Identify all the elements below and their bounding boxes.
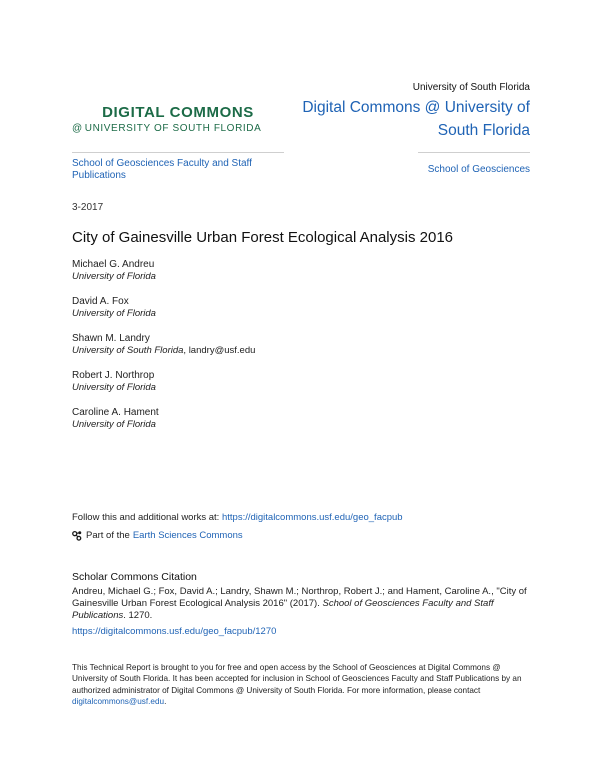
document-title: City of Gainesville Urban Forest Ecological Analysis 2016: [72, 229, 454, 246]
author-name: David A. Fox: [72, 296, 129, 307]
follow-text: Follow this and additional works at:: [72, 512, 222, 523]
author-name: Robert J. Northrop: [72, 370, 155, 381]
author-entry: [72, 406, 532, 443]
citation-series: School of Geosciences Faculty and Staff Publications: [72, 598, 494, 621]
network-icon: [72, 530, 83, 541]
author-affiliation: University of Florida: [72, 419, 156, 430]
divider-left: [72, 152, 284, 153]
citation-text: Andreu, Michael G.; Fox, David A.; Landry, Shawn M.; Northrop, Robert J.; and Hament, Caroline A., "City of Gainesville Urban Forest Ecological Analysis 2016" (2017). School of Geosciences Faculty and Staff Publications. 1270.: [72, 586, 527, 621]
author-entry: [72, 258, 532, 295]
author-affiliation: University of Florida: [72, 308, 156, 319]
university-name: University of South Florida: [412, 82, 530, 93]
divider-right: [418, 152, 530, 153]
author-list: [72, 258, 532, 443]
repository-title-link[interactable]: Digital Commons @ University of South Florida: [302, 99, 530, 139]
collection-link-school[interactable]: School of Geosciences: [427, 164, 530, 175]
follow-line: [72, 512, 403, 523]
publication-date: 3-2017: [72, 202, 104, 213]
citation-url-link[interactable]: https://digitalcommons.usf.edu/geo_facpub/1270: [72, 626, 277, 637]
collection-link-faculty-publications[interactable]: School of Geosciences Faculty and Staff Publications: [72, 158, 252, 181]
citation-heading: Scholar Commons Citation: [72, 571, 197, 583]
logo-at-symbol: @: [72, 123, 83, 134]
follow-url-link[interactable]: https://digitalcommons.usf.edu/geo_facpub: [221, 512, 403, 523]
author-entry: [72, 332, 532, 369]
author-email: , landry@usf.edu: [183, 345, 256, 356]
access-statement: This Technical Report is brought to you for free and open access by the School of Geosciences at Digital Commons @ University of South Florida. It has been accepted for inclusion in School of Geosciences Faculty and Staff Publications by an authorized administrator of Digital Commons @ University of South Florida. For more information, please contact digitalcommons@usf.edu.: [72, 663, 522, 706]
contact-email-link[interactable]: digitalcommons@usf.edu: [72, 696, 165, 706]
digital-commons-logo[interactable]: [72, 104, 284, 134]
author-entry: [72, 369, 532, 406]
logo-main-text: DIGITAL COMMONS: [102, 104, 254, 121]
author-name: Michael G. Andreu: [72, 259, 155, 270]
earth-sciences-commons-link[interactable]: Earth Sciences Commons: [132, 530, 243, 541]
author-affiliation: University of Florida: [72, 382, 156, 393]
logo-sub-text: UNIVERSITY OF SOUTH FLORIDA: [84, 123, 262, 134]
author-name: Caroline A. Hament: [72, 407, 159, 418]
part-of-text: Part of the: [86, 530, 130, 541]
part-of-line: [72, 530, 243, 541]
logo-subtitle: [72, 123, 284, 134]
author-affiliation: University of South Florida, landry@usf.edu: [72, 345, 256, 356]
author-entry: [72, 295, 532, 332]
author-name: Shawn M. Landry: [72, 333, 150, 344]
author-affiliation: University of Florida: [72, 271, 156, 282]
